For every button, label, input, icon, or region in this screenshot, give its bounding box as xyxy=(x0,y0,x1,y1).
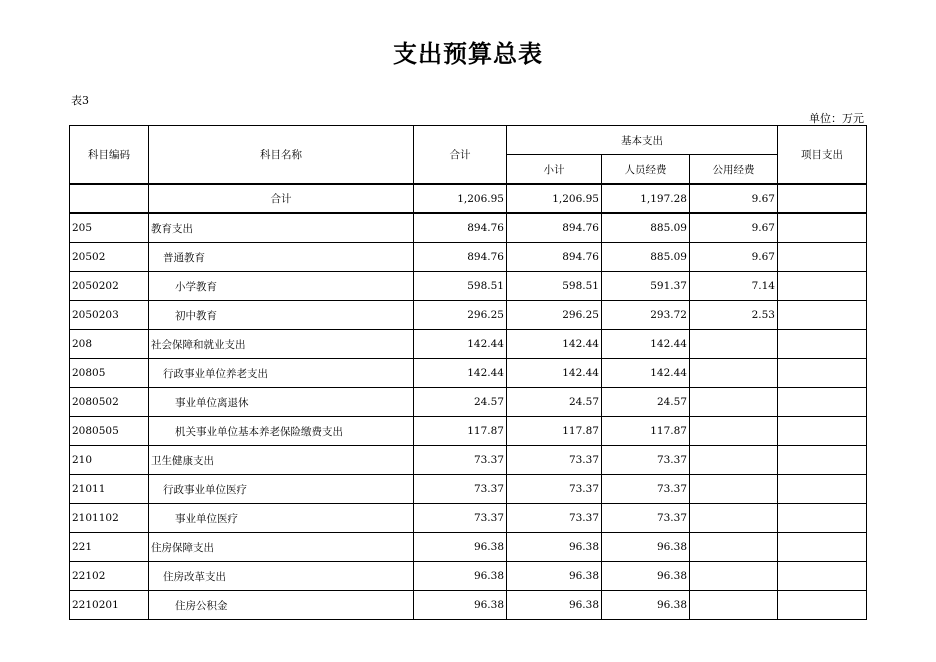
header-project: 项目支出 xyxy=(778,126,867,185)
row-subtotal: 96.38 xyxy=(507,562,602,591)
table-row xyxy=(70,359,867,388)
table-row xyxy=(70,301,867,330)
row-project xyxy=(778,330,867,359)
table-row xyxy=(70,475,867,504)
row-public: 2.53 xyxy=(690,301,778,330)
total-project xyxy=(778,184,867,213)
table-row xyxy=(70,591,867,620)
row-project xyxy=(778,475,867,504)
row-public xyxy=(690,533,778,562)
row-total: 142.44 xyxy=(414,359,507,388)
row-code: 22102 xyxy=(70,562,149,591)
row-code: 205 xyxy=(70,213,149,243)
page-title: 支出预算总表 xyxy=(393,40,543,68)
table-row xyxy=(70,243,867,272)
row-public xyxy=(690,388,778,417)
row-project xyxy=(778,446,867,475)
row-subtotal: 894.76 xyxy=(507,213,602,243)
row-project xyxy=(778,417,867,446)
row-public: 9.67 xyxy=(690,243,778,272)
row-code: 210 xyxy=(70,446,149,475)
total-row xyxy=(70,184,867,213)
row-personnel: 117.87 xyxy=(602,417,690,446)
row-subtotal: 598.51 xyxy=(507,272,602,301)
row-project xyxy=(778,213,867,243)
row-personnel: 885.09 xyxy=(602,243,690,272)
row-personnel: 591.37 xyxy=(602,272,690,301)
row-total: 96.38 xyxy=(414,533,507,562)
row-personnel: 73.37 xyxy=(602,504,690,533)
row-personnel: 96.38 xyxy=(602,591,690,620)
row-public: 9.67 xyxy=(690,213,778,243)
row-total: 598.51 xyxy=(414,272,507,301)
row-public xyxy=(690,475,778,504)
row-subtotal: 117.87 xyxy=(507,417,602,446)
row-public xyxy=(690,330,778,359)
table-row xyxy=(70,504,867,533)
row-project xyxy=(778,388,867,417)
table-row xyxy=(70,417,867,446)
row-project xyxy=(778,243,867,272)
unit-label: 单位：万元 xyxy=(809,112,864,125)
total-code-cell xyxy=(70,184,149,213)
row-name: 初中教育 xyxy=(149,301,414,330)
row-name: 机关事业单位基本养老保险缴费支出 xyxy=(149,417,414,446)
header-code: 科目编码 xyxy=(70,126,149,185)
row-public xyxy=(690,504,778,533)
row-name: 小学教育 xyxy=(149,272,414,301)
row-personnel: 293.72 xyxy=(602,301,690,330)
row-public xyxy=(690,417,778,446)
row-total: 73.37 xyxy=(414,475,507,504)
row-total: 894.76 xyxy=(414,243,507,272)
header-total: 合计 xyxy=(414,126,507,185)
row-project xyxy=(778,562,867,591)
row-name: 行政事业单位养老支出 xyxy=(149,359,414,388)
row-name: 卫生健康支出 xyxy=(149,446,414,475)
table-number: 表3 xyxy=(71,94,89,107)
row-total: 96.38 xyxy=(414,562,507,591)
row-code: 2050203 xyxy=(70,301,149,330)
header-subtotal: 小计 xyxy=(507,155,602,185)
row-subtotal: 296.25 xyxy=(507,301,602,330)
table-row xyxy=(70,533,867,562)
row-public: 7.14 xyxy=(690,272,778,301)
header-row-1 xyxy=(70,126,867,155)
header-name: 科目名称 xyxy=(149,126,414,185)
row-code: 2080502 xyxy=(70,388,149,417)
row-code: 20805 xyxy=(70,359,149,388)
row-total: 73.37 xyxy=(414,504,507,533)
row-subtotal: 96.38 xyxy=(507,533,602,562)
row-subtotal: 142.44 xyxy=(507,330,602,359)
row-subtotal: 73.37 xyxy=(507,446,602,475)
row-total: 894.76 xyxy=(414,213,507,243)
row-code: 221 xyxy=(70,533,149,562)
row-project xyxy=(778,533,867,562)
row-personnel: 73.37 xyxy=(602,475,690,504)
row-name: 教育支出 xyxy=(149,213,414,243)
row-subtotal: 24.57 xyxy=(507,388,602,417)
row-code: 21011 xyxy=(70,475,149,504)
row-personnel: 885.09 xyxy=(602,213,690,243)
row-total: 24.57 xyxy=(414,388,507,417)
total-subtotal: 1,206.95 xyxy=(507,184,602,213)
row-public xyxy=(690,591,778,620)
table-row xyxy=(70,272,867,301)
row-total: 96.38 xyxy=(414,591,507,620)
row-personnel: 142.44 xyxy=(602,359,690,388)
table-row xyxy=(70,562,867,591)
row-code: 2101102 xyxy=(70,504,149,533)
total-personnel: 1,197.28 xyxy=(602,184,690,213)
header-basic: 基本支出 xyxy=(507,126,778,155)
row-public xyxy=(690,359,778,388)
row-name: 住房改革支出 xyxy=(149,562,414,591)
row-name: 住房公积金 xyxy=(149,591,414,620)
row-personnel: 142.44 xyxy=(602,330,690,359)
header-personnel: 人员经费 xyxy=(602,155,690,185)
row-total: 73.37 xyxy=(414,446,507,475)
total-total: 1,206.95 xyxy=(414,184,507,213)
row-personnel: 96.38 xyxy=(602,562,690,591)
row-name: 行政事业单位医疗 xyxy=(149,475,414,504)
row-code: 2050202 xyxy=(70,272,149,301)
row-subtotal: 73.37 xyxy=(507,475,602,504)
total-label: 合计 xyxy=(149,184,414,213)
row-name: 事业单位医疗 xyxy=(149,504,414,533)
table-row xyxy=(70,213,867,243)
row-code: 208 xyxy=(70,330,149,359)
row-subtotal: 142.44 xyxy=(507,359,602,388)
row-personnel: 24.57 xyxy=(602,388,690,417)
row-name: 社会保障和就业支出 xyxy=(149,330,414,359)
row-public xyxy=(690,446,778,475)
table-row xyxy=(70,446,867,475)
row-subtotal: 894.76 xyxy=(507,243,602,272)
budget-table xyxy=(69,125,867,620)
row-name: 住房保障支出 xyxy=(149,533,414,562)
row-name: 普通教育 xyxy=(149,243,414,272)
total-public: 9.67 xyxy=(690,184,778,213)
table-row xyxy=(70,388,867,417)
row-project xyxy=(778,272,867,301)
header-public: 公用经费 xyxy=(690,155,778,185)
row-project xyxy=(778,504,867,533)
row-project xyxy=(778,359,867,388)
row-total: 117.87 xyxy=(414,417,507,446)
row-code: 20502 xyxy=(70,243,149,272)
table-row xyxy=(70,330,867,359)
row-code: 2080505 xyxy=(70,417,149,446)
row-code: 2210201 xyxy=(70,591,149,620)
row-public xyxy=(690,562,778,591)
row-total: 296.25 xyxy=(414,301,507,330)
row-total: 142.44 xyxy=(414,330,507,359)
row-project xyxy=(778,591,867,620)
row-personnel: 73.37 xyxy=(602,446,690,475)
row-name: 事业单位离退休 xyxy=(149,388,414,417)
row-subtotal: 96.38 xyxy=(507,591,602,620)
row-personnel: 96.38 xyxy=(602,533,690,562)
row-subtotal: 73.37 xyxy=(507,504,602,533)
row-project xyxy=(778,301,867,330)
